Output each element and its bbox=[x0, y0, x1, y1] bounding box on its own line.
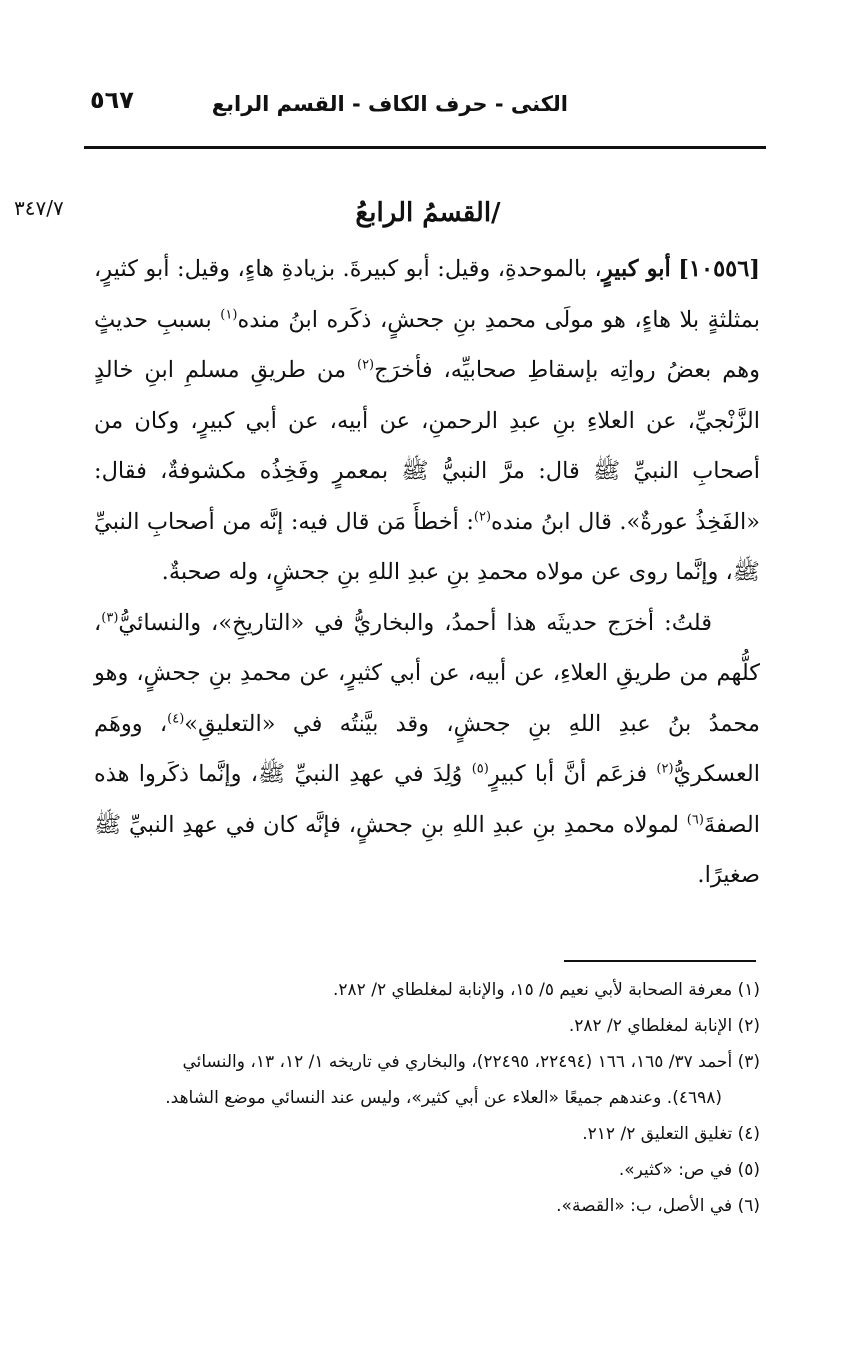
footnote-2: (٢) الإنابة لمغلطاي ٢/ ٢٨٢. bbox=[568, 1016, 760, 1036]
page-number: ٥٦٧ bbox=[90, 86, 134, 114]
footnote-marker: (٢) bbox=[473, 509, 492, 524]
footnote-6: (٦) في الأصل، ب: «القصة». bbox=[556, 1196, 760, 1216]
footnote-separator bbox=[564, 960, 756, 962]
footnotes bbox=[72, 972, 760, 1224]
section-title: /القسمُ الرابعُ bbox=[355, 198, 501, 228]
text-run: : أخطأَ مَن قال فيه: إنَّه من أصحابِ النبيِّ ﷺ، وإنَّما روى عن مولاه محمدِ بنِ عبدِ اللهِ بنِ جحشٍ، وله صحبةٌ. bbox=[94, 508, 760, 585]
footnote-marker: (٥) bbox=[471, 761, 489, 777]
footnote-3: (٣) أحمد ٣٧/ ١٦٥، ١٦٦ (٢٢٤٩٤، ٢٢٤٩٥)، والبخاري في تاريخه ١/ ١٢، ١٣، والنسائي bbox=[182, 1052, 760, 1072]
entry-body bbox=[94, 244, 760, 901]
footnote-marker: (٢) bbox=[356, 357, 375, 373]
footnote-4: (٤) تغليق التعليق ٢/ ٢١٢. bbox=[582, 1124, 760, 1144]
entry-paragraph-2 bbox=[94, 598, 760, 901]
margin-reference: ٣٤٧/٧ bbox=[14, 196, 64, 220]
footnote-marker: (٢) bbox=[656, 761, 674, 777]
footnote-marker: (٤) bbox=[167, 711, 185, 726]
footnote-1: (١) معرفة الصحابة لأبي نعيم ٥/ ١٥، والإنابة لمغلطاي ٢/ ٢٨٢. bbox=[333, 980, 760, 1000]
text-run: فزعَم أنَّ أبا كبيرٍ bbox=[488, 761, 648, 787]
running-header-title: الكنى - حرف الكاف - القسم الرابع bbox=[211, 92, 568, 116]
text-run: ، كلُّهم من طريقِ العلاءِ، عن أبيه، عن أبي كثيرٍ، عن محمدِ بنِ جحشٍ، وهو محمدُ بنُ عبدِ اللهِ بنِ جحشٍ، وقد بيَّنتُه في «التعليقِ» bbox=[94, 609, 760, 737]
footnote-marker: (١) bbox=[220, 307, 238, 322]
text-run: من طريقِ مسلمِ ابنِ خالدٍ الزَّنْجيِّ، عن العلاءِ بنِ عبدِ الرحمنِ، عن أبيه، عن أبي كبيرٍ، وكان من أصحابِ النبيِّ ﷺ قال: مرَّ النبيُّ ﷺ بمعمرٍ وفَخِذُه مكشوفةٌ، فقال: «الفَخِذُ عورةٌ». قال ابنُ منده bbox=[94, 357, 760, 535]
text-run: بسببِ حديثٍ وهم بعضُ رواتِه بإسقاطِ صحابيِّه، فأخرَج bbox=[94, 306, 760, 383]
footnote-marker: (٣) bbox=[101, 610, 119, 625]
footnote-marker: (٦) bbox=[686, 812, 704, 827]
entry-number: [١٠٥٥٦] bbox=[678, 256, 760, 282]
footnote-3-continued: (٤٦٩٨). وعندهم جميعًا «العلاء عن أبي كثير»، وليس عند النسائي موضع الشاهد. bbox=[165, 1088, 722, 1108]
entry-kunya: أبو كبيرٍ bbox=[601, 256, 671, 282]
text-run: ، بالموحدةِ، وقيل: أبو كبيرةَ. بزيادةِ هاءٍ، وقيل: أبو كثيرٍ، بمثلثةٍ بلا هاءٍ، هو مولَى محمدِ بنِ جحشٍ، ذكَره ابنُ منده bbox=[94, 256, 760, 333]
text-run: وُلِدَ في عهدِ النبيِّ ﷺ، وإنَّما ذكَروا هذه الصفةَ bbox=[94, 761, 760, 838]
footnote-5: (٥) في ص: «كثير». bbox=[618, 1160, 760, 1180]
header-rule bbox=[84, 146, 766, 149]
text-run: لمولاه محمدِ بنِ عبدِ اللهِ بنِ جحشٍ، فإنَّه كان في عهدِ النبيِّ ﷺ صغيرًا. bbox=[94, 811, 760, 888]
text-run: قلتُ: أخرَج حديثَه هذا أحمدُ، والبخاريُّ في «التاريخِ»، والنسائيُّ bbox=[118, 609, 712, 636]
entry-paragraph-1 bbox=[94, 244, 760, 598]
text-run: ، ووهَم العسكريُّ bbox=[94, 710, 761, 787]
